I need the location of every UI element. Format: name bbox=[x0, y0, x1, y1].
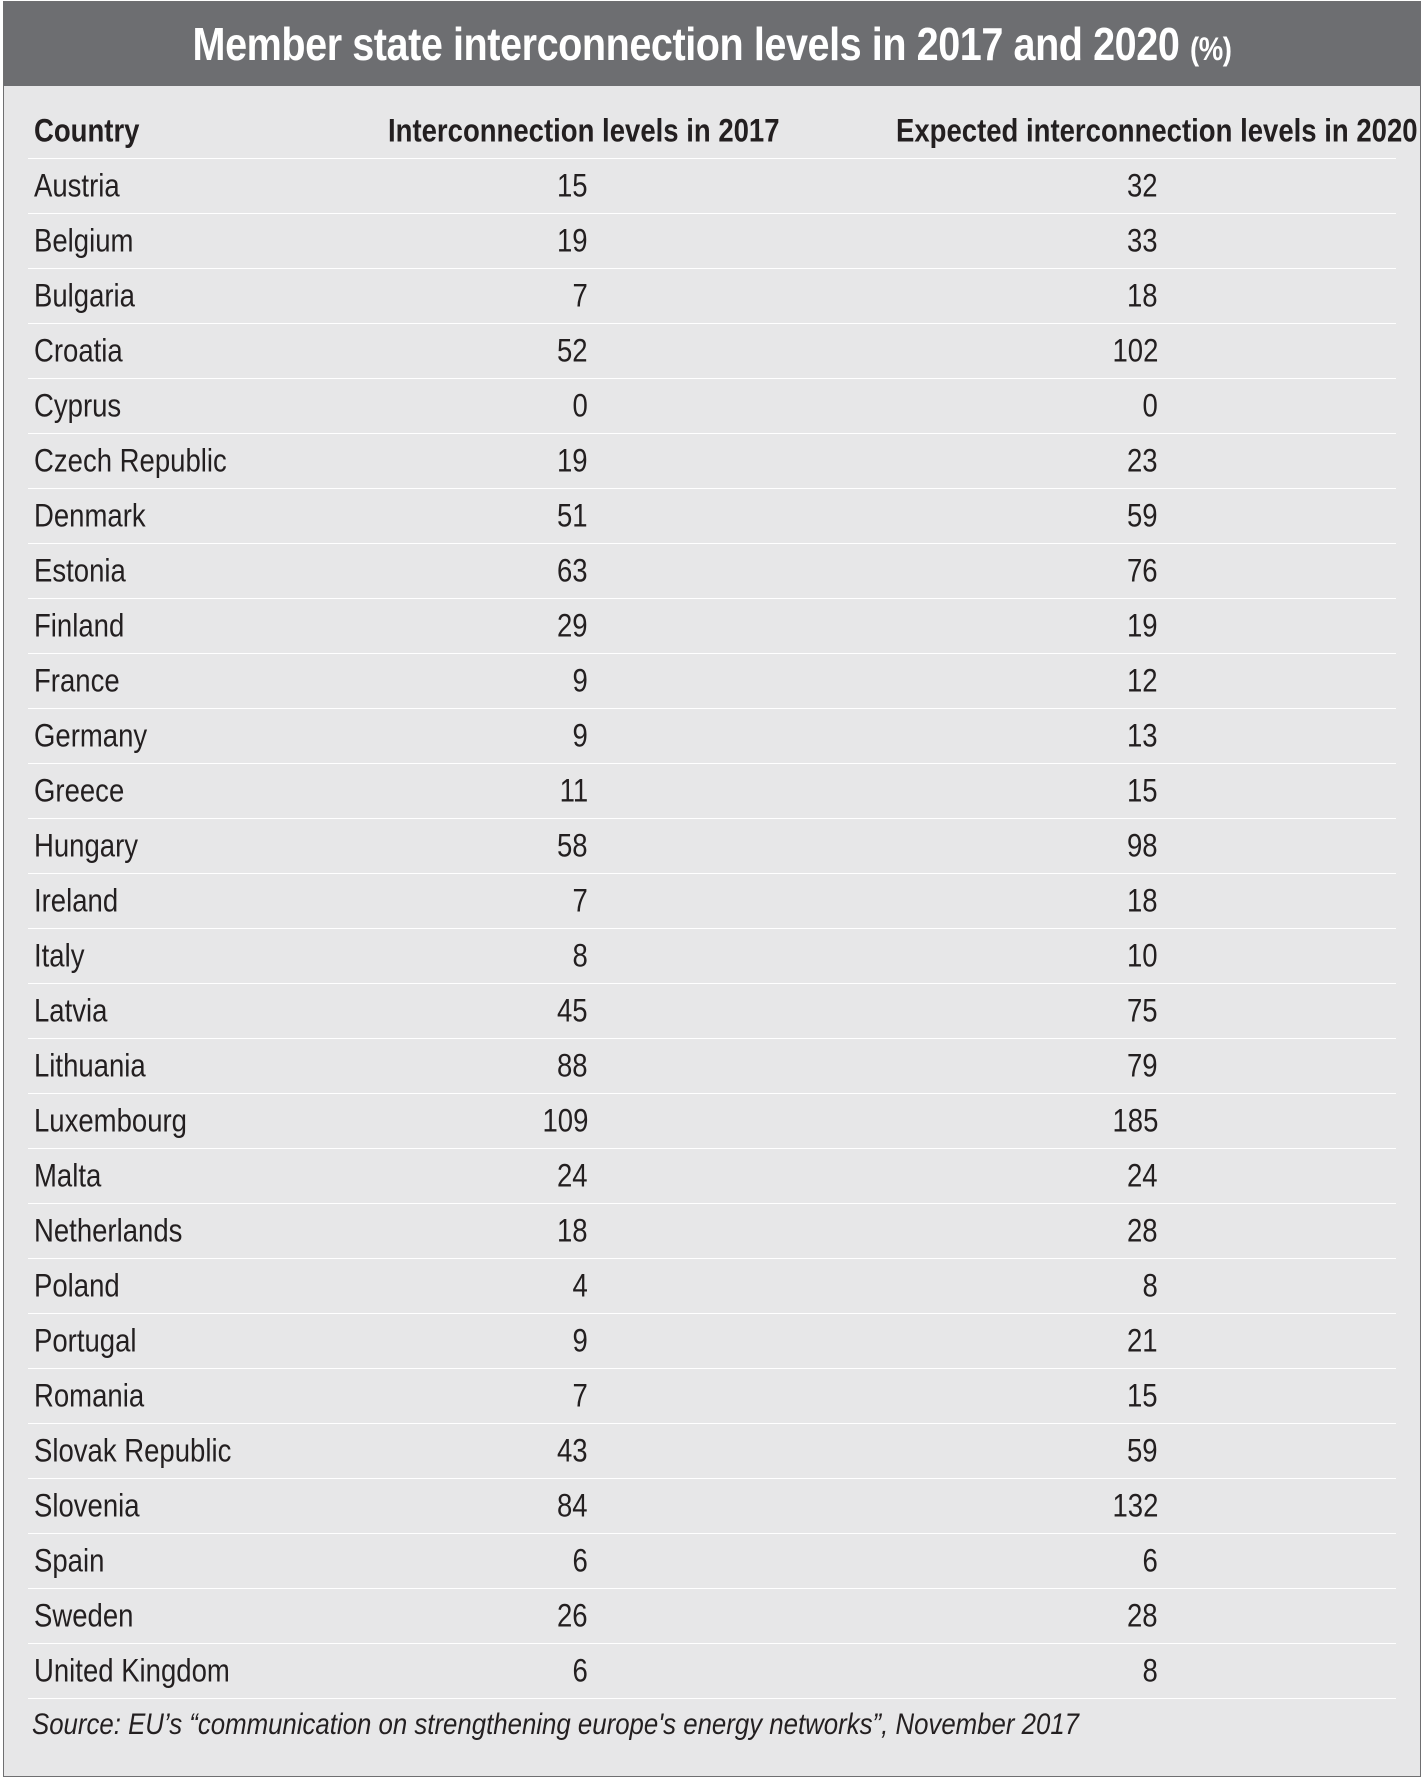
source-note: Source: EU’s “communication on strengthening europe's energy networks”, November 2017 bbox=[32, 1708, 1080, 1741]
cell-value-2017: 29 bbox=[557, 607, 588, 644]
cell-value-2020: 59 bbox=[1127, 1432, 1158, 1469]
table-row bbox=[28, 434, 1396, 489]
table-row bbox=[28, 1314, 1396, 1369]
cell-value-2020: 19 bbox=[1127, 607, 1158, 644]
cell-value-2017: 63 bbox=[557, 552, 588, 589]
cell-value-2017: 84 bbox=[557, 1487, 588, 1524]
cell-value-2017: 45 bbox=[557, 992, 588, 1029]
table-row bbox=[28, 489, 1396, 544]
cell-value-2017: 19 bbox=[557, 222, 588, 259]
cell-value-2020: 23 bbox=[1127, 442, 1158, 479]
cell-country: Malta bbox=[34, 1157, 102, 1194]
cell-value-2020: 132 bbox=[1112, 1487, 1158, 1524]
cell-value-2017: 7 bbox=[572, 277, 588, 314]
cell-value-2020: 18 bbox=[1127, 277, 1158, 314]
cell-value-2020: 32 bbox=[1127, 167, 1158, 204]
table-row bbox=[28, 544, 1396, 599]
cell-value-2017: 43 bbox=[557, 1432, 588, 1469]
cell-value-2017: 6 bbox=[572, 1542, 588, 1579]
table-panel bbox=[3, 1, 1421, 1777]
table-row bbox=[28, 1094, 1396, 1149]
cell-country: Slovenia bbox=[34, 1487, 140, 1524]
title-bar bbox=[4, 2, 1420, 86]
cell-value-2017: 18 bbox=[557, 1212, 588, 1249]
column-header-2020: Expected interconnection levels in 2020 bbox=[896, 112, 1418, 149]
cell-value-2020: 33 bbox=[1127, 222, 1158, 259]
cell-country: Bulgaria bbox=[34, 277, 135, 314]
cell-country: United Kingdom bbox=[34, 1652, 230, 1689]
cell-country: Netherlands bbox=[34, 1212, 183, 1249]
cell-country: Ireland bbox=[34, 882, 119, 919]
cell-country: Greece bbox=[34, 772, 125, 809]
cell-country: Germany bbox=[34, 717, 148, 754]
cell-value-2020: 79 bbox=[1127, 1047, 1158, 1084]
cell-value-2020: 15 bbox=[1127, 1377, 1158, 1414]
cell-value-2017: 51 bbox=[557, 497, 588, 534]
cell-value-2017: 9 bbox=[572, 1322, 588, 1359]
cell-country: Lithuania bbox=[34, 1047, 146, 1084]
cell-country: Sweden bbox=[34, 1597, 134, 1634]
cell-value-2017: 0 bbox=[572, 387, 588, 424]
table-row bbox=[28, 214, 1396, 269]
cell-value-2020: 18 bbox=[1127, 882, 1158, 919]
cell-value-2020: 10 bbox=[1127, 937, 1158, 974]
cell-value-2020: 28 bbox=[1127, 1597, 1158, 1634]
cell-value-2017: 9 bbox=[572, 662, 588, 699]
table-title bbox=[193, 17, 1232, 71]
cell-value-2020: 76 bbox=[1127, 552, 1158, 589]
cell-value-2017: 8 bbox=[572, 937, 588, 974]
cell-country: Slovak Republic bbox=[34, 1432, 232, 1469]
cell-value-2020: 21 bbox=[1127, 1322, 1158, 1359]
cell-value-2017: 9 bbox=[572, 717, 588, 754]
cell-country: Italy bbox=[34, 937, 85, 974]
table-row bbox=[28, 599, 1396, 654]
cell-country: Cyprus bbox=[34, 387, 122, 424]
cell-value-2017: 4 bbox=[572, 1267, 588, 1304]
cell-value-2020: 6 bbox=[1142, 1542, 1158, 1579]
table-row bbox=[28, 709, 1396, 764]
table-row bbox=[28, 324, 1396, 379]
cell-value-2020: 75 bbox=[1127, 992, 1158, 1029]
cell-value-2017: 24 bbox=[557, 1157, 588, 1194]
table-row bbox=[28, 1259, 1396, 1314]
title-unit: (%) bbox=[1189, 31, 1232, 67]
table-row bbox=[28, 1589, 1396, 1644]
table-row bbox=[28, 764, 1396, 819]
cell-country: Romania bbox=[34, 1377, 145, 1414]
table-row bbox=[28, 1149, 1396, 1204]
title-main: Member state interconnection levels in 2017 and 2020 bbox=[192, 18, 1180, 70]
cell-country: Hungary bbox=[34, 827, 139, 864]
table-row bbox=[28, 984, 1396, 1039]
cell-country: Latvia bbox=[34, 992, 108, 1029]
cell-country: Austria bbox=[34, 167, 120, 204]
cell-value-2017: 58 bbox=[557, 827, 588, 864]
table-row bbox=[28, 269, 1396, 324]
cell-country: Poland bbox=[34, 1267, 120, 1304]
cell-value-2017: 19 bbox=[557, 442, 588, 479]
cell-country: Belgium bbox=[34, 222, 134, 259]
cell-value-2020: 98 bbox=[1127, 827, 1158, 864]
cell-value-2017: 52 bbox=[557, 332, 588, 369]
cell-value-2020: 8 bbox=[1142, 1652, 1158, 1689]
table-row bbox=[28, 1424, 1396, 1479]
table-row bbox=[28, 819, 1396, 874]
cell-country: Estonia bbox=[34, 552, 126, 589]
table-row bbox=[28, 1204, 1396, 1259]
cell-value-2017: 26 bbox=[557, 1597, 588, 1634]
cell-value-2020: 24 bbox=[1127, 1157, 1158, 1194]
cell-country: Denmark bbox=[34, 497, 146, 534]
table-row bbox=[28, 159, 1396, 214]
table-header-row bbox=[28, 104, 1418, 159]
table-body bbox=[28, 159, 1396, 1699]
table-row bbox=[28, 1479, 1396, 1534]
table-row bbox=[28, 654, 1396, 709]
cell-country: France bbox=[34, 662, 120, 699]
cell-value-2020: 102 bbox=[1112, 332, 1158, 369]
column-header-country: Country bbox=[34, 112, 140, 149]
table-row bbox=[28, 1534, 1396, 1589]
cell-value-2020: 59 bbox=[1127, 497, 1158, 534]
data-table bbox=[28, 104, 1418, 1699]
cell-country: Luxembourg bbox=[34, 1102, 187, 1139]
cell-value-2020: 185 bbox=[1112, 1102, 1158, 1139]
cell-value-2020: 28 bbox=[1127, 1212, 1158, 1249]
cell-country: Spain bbox=[34, 1542, 105, 1579]
table-row bbox=[28, 379, 1396, 434]
cell-country: Croatia bbox=[34, 332, 123, 369]
cell-value-2020: 8 bbox=[1142, 1267, 1158, 1304]
cell-country: Czech Republic bbox=[34, 442, 227, 479]
cell-value-2017: 88 bbox=[557, 1047, 588, 1084]
cell-country: Portugal bbox=[34, 1322, 137, 1359]
column-header-2017: Interconnection levels in 2017 bbox=[388, 112, 780, 149]
table-row bbox=[28, 874, 1396, 929]
cell-value-2020: 13 bbox=[1127, 717, 1158, 754]
cell-value-2017: 7 bbox=[572, 882, 588, 919]
cell-value-2020: 0 bbox=[1142, 387, 1158, 424]
cell-value-2017: 15 bbox=[557, 167, 588, 204]
cell-value-2017: 11 bbox=[559, 772, 588, 809]
cell-value-2017: 109 bbox=[542, 1102, 588, 1139]
cell-value-2020: 12 bbox=[1127, 662, 1158, 699]
cell-value-2017: 6 bbox=[572, 1652, 588, 1689]
table-row bbox=[28, 1644, 1396, 1699]
table-row bbox=[28, 1039, 1396, 1094]
cell-value-2020: 15 bbox=[1127, 772, 1158, 809]
table-row bbox=[28, 1369, 1396, 1424]
cell-country: Finland bbox=[34, 607, 125, 644]
cell-value-2017: 7 bbox=[572, 1377, 588, 1414]
table-row bbox=[28, 929, 1396, 984]
